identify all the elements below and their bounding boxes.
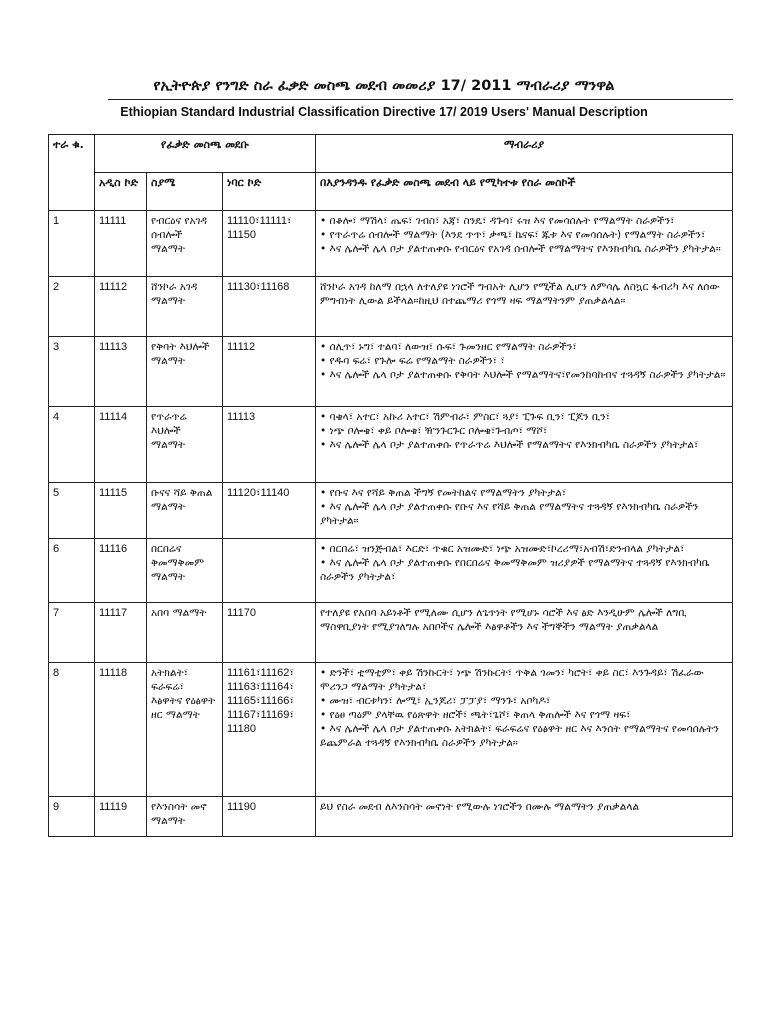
description-line: • እና ሌሎች ሌላ ቦታ ያልተጠቀሱ የቅባት እህሎች የማልማትና፣የመንከባከብና ተጓዳኝ ስራዎችን ያካትታል። (320, 369, 726, 381)
row-description (316, 211, 733, 277)
row-old-code: 11112 (223, 337, 316, 407)
description-line: • እና ሌሎች ሌላ ቦታ ያልተጠቀሱ የቡና እና የሻይ ቅጠል የማልማትና ተጓዳኝ የእንክብካቤ ስራዎችን ያካትታል። (320, 501, 699, 527)
row-old-code (223, 539, 316, 603)
description-line: • ሰሊጥ፣ ኑግ፣ ተልባ፣ ለውዝ፣ ሱፍ፣ ጉመንዘር የማልማት ስራዎችን፣ (320, 341, 577, 353)
row-new-code: 11113 (95, 337, 147, 407)
description-line: • እና ሌሎች ሌላ ቦታ ያልተጠቀሱ አትክልት፣ ፍራፍሬና የዕፅዋት ዘር እና እንሰት የማልማትና የመሳሰሉትን ይጨምራል ተጓዳኝ የእንክብካቤ ስራዎችን ያካትታል። (320, 723, 719, 749)
description-line: • ሙዝ፣ ብርቱካን፣ ሎሚ፣ ኢንጆሪ፣ ፓፓያ፣ ማንጉ፣ አቦካዶ፣ (320, 695, 551, 707)
row-old-code: 11170 (223, 603, 316, 663)
header-old-code: ነባር ኮድ (223, 173, 316, 211)
description-line: የተለያዩ የአበባ አይነቶች የሚለሙ ሲሆን ለጌጥነት የሚሆኑ ሳሮች እና ፅድ እንዲሁም ሌሎች ለግቢ ማስዋቢያነት የሚያገለግሉ አበቦችና ሌሎች እፅዋቶችን እና ችግኞችን ማልማት ያጠቃልላል (320, 607, 687, 633)
row-description (316, 407, 733, 483)
row-serial-number: 6 (49, 539, 95, 603)
description-line: • እና ሌሎች ሌላ ቦታ ያልተጠቀሱ የበርበሬና ቅመማቅመም ዝሪያዎች የማልማትና ተጓዳኝ የእንክብካቤ ስራዎችን ያካትታል፣ (320, 557, 710, 583)
row-new-code: 11115 (95, 483, 147, 539)
row-name: በርበሬና ቅመማቅመም ማልማት (147, 539, 223, 603)
row-serial-number: 3 (49, 337, 95, 407)
row-name: የቅባት እህሎች ማልማት (147, 337, 223, 407)
description-line: • ድንች፣ ቲማቲም፣ ቀይ ሽንኩርት፣ ነጭ ሽንኩርት፣ ጥቅል ጎመን፣ ካሮት፣ ቀይ ስር፣ እንጉዳይ፣ ሽፈራው ሞሪንጋ ማልማት ያካትታል፣ (320, 667, 704, 693)
row-serial-number: 7 (49, 603, 95, 663)
row-description (316, 797, 733, 837)
description-line: • ባቄላ፣ አተር፣ አኩሪ አተር፣ ሽምብራ፣ ምስር፣ ጓያ፣ ፒጉፍ ቢን፣ ፒጆን ቢን፣ (320, 411, 610, 423)
row-new-code: 11118 (95, 663, 147, 797)
description-line: • እና ሌሎች ሌላ ቦታ ያልተጠቀሱ የብርዕና የአገዳ ሰብሎች የማልማትና የእንክብካቤ ስራዎችን ያካትታል። (320, 243, 721, 255)
row-name: ሸንኮራ አገዳ ማልማት (147, 277, 223, 337)
description-line: • የዕፀ ጣዕም ያላቸዉ የዕጽዋት ዘሮች፣ ጫት፣ጌሾ፣ ቅጠላ ቅጠሎች እና የጎማ ዛፍ፣ (320, 709, 631, 721)
table-row (49, 407, 733, 483)
table-row (49, 211, 733, 277)
description-line: • በቆሎ፣ ማሽላ፣ ጤፍ፣ ገብስ፣ አጃ፣ ስንዴ፣ ዳጉሳ፣ ሩዝ እና የመሳሰሉት የማልማት ስራዎችን፣ (320, 215, 675, 227)
document-title-english: Ethiopian Standard Industrial Classification Directive 17/ 2019 Users' Manual Description (120, 105, 648, 119)
row-old-code: 11120፣11140 (223, 483, 316, 539)
row-new-code: 11114 (95, 407, 147, 483)
header-license-class: የፈቃድ መስጫ መደቡ (95, 135, 316, 173)
row-name: የብርዕና የአገዳ ሰብሎች ማልማት (147, 211, 223, 277)
row-new-code: 11111 (95, 211, 147, 277)
row-serial-number: 5 (49, 483, 95, 539)
description-line: • እና ሌሎች ሌላ ቦታ ያልተጠቀሱ የጥራጥሬ እህሎች የማልማትና የእንክብካቤ ስራዎችን ያካትታል፣ (320, 439, 699, 451)
row-name: አትክልት፣ ፍራፍሬ፣ እፅዋትና የዕፅዋት ዘር ማልማት (147, 663, 223, 797)
table-row (49, 277, 733, 337)
row-description (316, 277, 733, 337)
table-row (49, 603, 733, 663)
row-old-code: 11110፣11111፣ 11150 (223, 211, 316, 277)
description-line: • የዱባ ፍሬ፣ የጉሎ ፍሬ የማልማት ስራዎችን፣ ፣ (320, 355, 505, 367)
header-name: ስያሜ (147, 173, 223, 211)
description-line: • የቡና እና የሻይ ቅጠል ችግኝ የመትከልና የማልማትን ያካትታል፣ (320, 487, 567, 499)
title-divider (108, 99, 733, 100)
row-name: የእንስሳት መኖ ማልማት (147, 797, 223, 837)
row-description (316, 483, 733, 539)
row-serial-number: 2 (49, 277, 95, 337)
row-old-code: 11113 (223, 407, 316, 483)
row-description (316, 337, 733, 407)
header-serial-number: ተራ ቁ. (49, 135, 95, 211)
row-serial-number: 8 (49, 663, 95, 797)
header-activities: በእያንዳንዱ የፈቃድ መስጫ መደብ ላይ የሚካተቱ የስራ መስኮች (316, 173, 733, 211)
description-line: ይህ የስራ መደብ ለእንስሳት መኖነት የሚውሉ ነገሮችን በሙሉ ማልማትን ያጠቃልላል (320, 801, 640, 813)
row-old-code: 11190 (223, 797, 316, 837)
row-name: አበባ ማልማት (147, 603, 223, 663)
row-name: የጥራጥሬ እህሎች ማልማት (147, 407, 223, 483)
row-old-code: 11161፣11162፣ 11163፣11164፣ 11165፣11166፣ 11167፣11169፣ 11180 (223, 663, 316, 797)
row-old-code: 11130፣11168 (223, 277, 316, 337)
row-serial-number: 9 (49, 797, 95, 837)
table-row (49, 663, 733, 797)
document-title-amharic: የኢትዮጵያ የንግድ ስራ ፈቃድ መስጫ መደብ መመሪያ 17/ 2011 ማብራሪያ ማንዋል (153, 78, 615, 94)
table-row (49, 797, 733, 837)
description-line: ሸንኮራ አገዳ ከለማ በኋላ ለተለያዩ ነገሮች ግብአት ሊሆን የሚችል ሊሆን ለምሳሌ ለስኳር ፋብሪካ እና ለሰው ምግብነት ሊውል ይችላል።ከዚህ በተጨማሪ የጎማ ዛፍ ማልማትንም ያጠቃልላል። (320, 281, 720, 307)
row-description (316, 603, 733, 663)
description-line: • ነጭ ቦሎቄ፣ ቀይ ቦሎቄ፣ ዥንጉርጉር ቦሎቄ፣ጉብጦ፣ ማሾ፣ (320, 425, 548, 437)
table-body (49, 211, 733, 837)
row-new-code: 11117 (95, 603, 147, 663)
description-line: • የጥራጥሬ ሰብሎች ማልማት (እንደ ጥጥ፣ ቃጫ፣ ኬናፍ፣ ጁቱ እና የመሳሰሉት) የማልማት ስራዎችን፣ (320, 229, 706, 241)
table-row (49, 539, 733, 603)
row-new-code: 11116 (95, 539, 147, 603)
classification-table (48, 134, 733, 837)
row-description (316, 663, 733, 797)
header-description: ማብራሪያ (316, 135, 733, 173)
description-line: • በርበሬ፣ ዝንጅብል፣ እርድ፣ ጥቁር አዝሙድ፣ ነጭ አዝሙድ፣ኮረሪማ፣አብሽ፣ድንብላል ያካትታል፣ (320, 543, 685, 555)
row-description (316, 539, 733, 603)
table-row (49, 337, 733, 407)
row-serial-number: 4 (49, 407, 95, 483)
row-name: ቡናና ሻይ ቅጠል ማልማት (147, 483, 223, 539)
row-new-code: 11112 (95, 277, 147, 337)
header-new-code: አዲስ ኮድ (95, 173, 147, 211)
table-row (49, 483, 733, 539)
row-new-code: 11119 (95, 797, 147, 837)
row-serial-number: 1 (49, 211, 95, 277)
